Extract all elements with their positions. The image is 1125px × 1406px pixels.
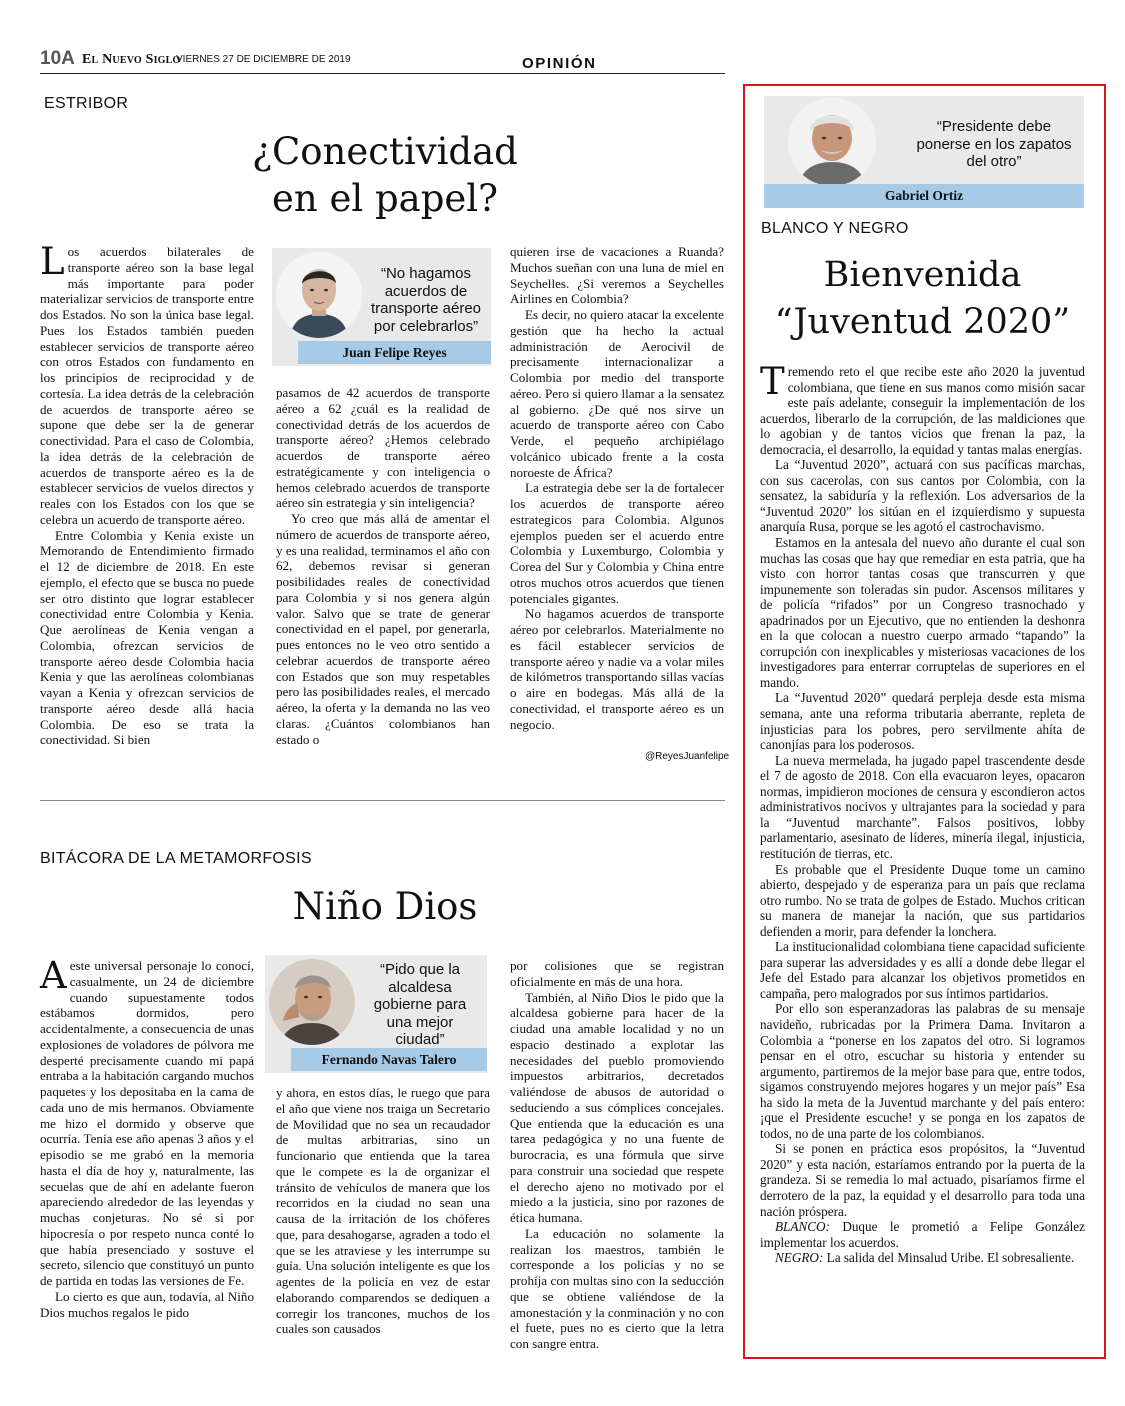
dropcap: L (40, 240, 65, 283)
section-title: OPINIÓN (522, 55, 597, 72)
article2-pull-quote: “Pido que la alcaldesa gobierne para una mejor ciudad” (373, 961, 467, 1049)
article3-column (760, 360, 1085, 1266)
paragraph: Lo cierto es que aun, todavía, al Niño Dios muchos regalos le pido (40, 1288, 254, 1320)
paragraph: La estrategia debe ser la de fortalecer los acuerdos de transporte aéreo estrategicos para Colombia. Algunos ejemplos pueden ser el acuerdo entre Colombia y Luxemburgo, Colombia y Corea del Sur y Colombia y China entre otros muchos otros acuerdos que tienen potenciales gigantes. (510, 480, 724, 606)
author-photo (269, 959, 355, 1045)
paragraph: pasamos de 42 acuerdos de transporte aéreo a 62 ¿cuál es la realidad de conectividad detrás de los acuerdos de transporte aéreo? ¿Hemos celebrado acuerdos de transporte aéreo estratégicamente y con inteligencia o hemos celebrado acuerdos de transporte aéreo sin estrategia y sin inteligencia? (276, 385, 490, 511)
paragraph: Tremendo reto el que recibe este año 2020 la juventud colombiana, que tiene en sus manos como misión sacar este país adelante, conseguir la implementación de los acuerdos, liberarlo de la corrupción, de las maldiciones que lo agobian y de tantos vicios que frenan la paz, la democracia, el desarrollo, la equidad y tantas malas energías. (760, 360, 1085, 457)
article2-headline: Niño Dios (292, 885, 478, 928)
dropcap: T (760, 360, 785, 403)
article3-headline (750, 252, 1095, 346)
article3-kicker: BLANCO Y NEGRO (761, 220, 909, 237)
paragraph: Si se ponen en práctica esos propósitos, la “Juventud 2020” y esta nación, estaríamos entrando por la puerta de la grandeza. Si se remedia lo mal actuado, pisaríamos firme el derrotero de la paz, la equidad y el desarrollo para toda una nación próspera. (760, 1141, 1085, 1219)
article2-author: Fernando Navas Talero (291, 1048, 487, 1071)
paragraph: La “Juventud 2020”, actuará con sus pacíficas marchas, con sus cacerolas, con sus cantos por Colombia, con la sensatez, la sabiduría y la reflexión. Los adversarios de la “Juventud 2020” los sitúan en el izquierdismo y supuesta anarquía Rusa, porque se les agotó el castrochavismo. (760, 457, 1085, 535)
paragraph: Es decir, no quiero atacar la excelente gestión que ha hecho la actual administración de Aerocivil de precisamente internacionalizar a Colombia por medio del transporte aéreo. Pero si quiero llamar a la sensatez al gobierno. ¿De qué nos sirve un acuerdo de transporte aéreo con Cabo Verde, el pequeño archipiélago volcánico ubicado frente a la costa noroeste de África? (510, 307, 724, 480)
negro-note: NEGRO: La salida del Minsalud Uribe. El sobresaliente. (775, 1250, 1075, 1266)
article1-column-3 (510, 244, 724, 732)
article1-headline-line1: ¿Conectividad (252, 130, 518, 173)
article3-pull-quote: “Presidente debe ponerse en los zapatos del otro” (916, 118, 1072, 171)
article1-headline-line2: en el papel? (272, 177, 498, 221)
paragraph: Por ello son esperanzadoras las palabras de su mensaje navideño, rubricadas por la Primera Dama. Invitaron a Colombia a “ponerse en los zapatos del otro. Si logramos pensar en el otro, escuchar su historia y entender su argumento, partiremos de la mejor base para que, entre todos, sigamos construyendo mejores hogares y un mejor país” Esa ha sido la meta de la Juventud marchante y del país entero: ¡que el Presidente escuche! y se ponga en los zapatos de todos, no de una parte de los colombianos. (760, 1001, 1085, 1141)
article1-pull-quote: “No hagamos acuerdos de transporte aéreo por celebrarlos” (370, 265, 482, 335)
paragraph: Entre Colombia y Kenia existe un Memorando de Entendimiento firmado el 12 de diciembre de 2018. En este ejemplo, el efecto que se busca no puede ser otro distinto que lograr establecer conectividad entre Colombia y Kenia. Que aerolíneas de Kenia vengan a Colombia, ofrezcan servicios de transporte aéreo desde Colombia hacia Kenia y que las aerolíneas colombianas vayan a Kenia y ofrezcan servicios de transporte aéreo desde allá hacia Colombia. De eso se trata la conectividad. Si bien (40, 527, 254, 748)
article1-quote-box (272, 248, 491, 366)
header-rule (40, 73, 725, 74)
paragraph: No hagamos acuerdos de transporte aéreo por celebrarlos. Materialmente no es fácil establecer servicios de transporte aéreo y nadie va a volar miles de kilómetros transportando sillas vacías o aire en bodegas. Más allá de la conectividad, el transporte aéreo es un negocio. (510, 606, 724, 732)
author-photo (788, 98, 876, 186)
issue-date: VIERNES 27 DE DICIEMBRE DE 2019 (176, 54, 351, 65)
article1-headline (190, 128, 580, 223)
paragraph: La educación no solamente la realizan los maestros, también le corresponde a los policías y no se prohíja con multas sino con la seducción que se obtiene valiéndose de la amonestación y la conminación y no con el fuete, pues no es cierto que la letra con sangre entra. (510, 1225, 724, 1351)
article1-column-2 (276, 385, 490, 747)
paragraph: La “Juventud 2020” quedará perpleja desde esta misma semana, ante una reforma tributaria aberrante, repleta de injusticias para los pobres, pero servilmente ahíta de canonjías para los poderosos. (760, 690, 1085, 753)
dropcap: A (40, 954, 67, 997)
paragraph: Yo creo que más allá de amentar el número de acuerdos de transporte aéreo, y es una realidad, terminamos el año con 62, debemos revisar si generan posibilidades reales de conectividad para Colombia y si nos genera algún valor. Salvo que se trate de generar conectividad en el papel, por generarla, pues entonces no le veo otro sentido a celebrar acuerdos de transporte aéreo con Estados que son muy respetables pero las posibilidades reales, el mercado aéreo, la oferta y la demanda no las veo claras. ¿Cuántos colombianos han estado o (276, 511, 490, 747)
article3-author: Gabriel Ortiz (764, 184, 1084, 208)
article1-column-1 (40, 240, 254, 748)
article-separator (40, 800, 725, 801)
article2-kicker: BITÁCORA DE LA METAMORFOSIS (40, 850, 312, 867)
article2-column-2 (276, 1085, 490, 1337)
newspaper-name: El Nuevo Siglo (82, 52, 181, 67)
paragraph: quieren irse de vacaciones a Ruanda? Muchos sueñan con una luna de miel en Seychelles. ¿Si veremos a Seychelles Airlines en Colombia? (510, 244, 724, 307)
author-handle: @ReyesJuanfelipe (645, 751, 730, 762)
paragraph: La institucionalidad colombiana tiene capacidad suficiente para superar las adversidades y es allí a donde debe llegar el Jefe del Estado para alcanzar los objetivos prometidos en campaña, pero malogrados por sus íntimos partidarios. (760, 939, 1085, 1001)
article2-quote-box (265, 955, 487, 1073)
author-photo (276, 252, 362, 338)
paragraph: Estamos en la antesala del nuevo año durante el cual son muchas las cosas que hay que remediar en esta patria, que ha visto con horror tantas cosas que transcurren y que impunemente son toleradas sin pudor. Ascensos militares y de policía “rifados” por un Congreso trasnochado y apadrinados por un Ejecutivo, que no entienden la deshonra en la que colocan a nuestro cuerpo armado “tapando” la corrupción con inexplicables y misteriosas vacaciones de los investigadores para enterrar corruptelas de superiores en el mando. (760, 535, 1085, 690)
paragraph: Los acuerdos bilaterales de transporte aéreo son la base legal más importante para poder materializar servicios de transporte entre dos Estados. No son la única base legal. Pues los Estados también pueden establecer servicios de transporte aéreo con otros Estados con fundamento en los principios de reciprocidad y de cortesía. La idea detrás de la celebración de acuerdos de transporte aéreo se supone que debe ser la de generar conectividad. Para el caso de Colombia, la idea detrás de la celebración de acuerdos de transporte aéreo es la de establecer servicios de vuelos directos y reales con los Estados con los que se celebra un acuerdo de transporte aéreo. (40, 240, 254, 527)
paragraph: Es probable que el Presidente Duque tome un camino abierto, despejado y de esperanza para un país que reclama otro rumbo. No se trata de golpes de Estado. Muchos critican su manera de manejar la nación, que sus partidarios defienden a morir, para defender la lonchera. (760, 861, 1085, 939)
article1-author: Juan Felipe Reyes (298, 341, 491, 364)
paragraph: La nueva mermelada, ha jugado papel trascendente desde el 7 de agosto de 2018. Con ella evacuaron leyes, opacaron normas, impidieron mociones de censura y escondieron actos administrativos nocivos y ultrajantes para la sociedad y para la “Juventud marchante”. Falsos positivos, lobby parlamentario, asesinato de líderes, minería ilegal, injusticia, restitución de tierras, etc. (760, 752, 1085, 861)
negro-label: NEGRO: (775, 1250, 824, 1266)
article3-headline-line1: Bienvenida (823, 255, 1022, 295)
article3-quote-box (764, 96, 1084, 208)
paragraph: También, al Niño Dios le pido que la alcaldesa gobierne para hacer de la ciudad una amable localidad y no un espacio destinado a explotar las necesidades del pueblo promoviendo impuestos arbitrarios, decretados valiéndose de abusos de autoridad o seduciendo a sus cómplices concejales. Que entienda que la educación es una tarea pedagógica y no una fuente de burocracia, es una fórmula que sirve para construir una sociedad que respete el derecho ajeno no motivado por el miedo a la justicia, sino por razones de ética humana. (510, 989, 724, 1225)
paragraph: y ahora, en estos días, le ruego que para el año que viene nos traiga un Secretario de Movilidad que no sea un recaudador de multas arbitrarias, sino un funcionario que entienda que la tarea que le compete es la de organizar el tránsito de vehículos de manera que los recorridos en la ciudad no sean una causa de la irritación de los chóferes que, para desahogarse, agraden a todo el que se les atraviese y les interrumpe su guía. Una solución inteligente es que los agentes de la policía en vez de estar elaborando comparendos se dediquen a corregir los trancones, muchos de los cuales son causados (276, 1085, 490, 1337)
page-number: 10A (40, 48, 75, 69)
article1-kicker: ESTRIBOR (44, 95, 129, 112)
blanco-label: BLANCO: (775, 1219, 830, 1235)
article2-column-1 (40, 954, 254, 1320)
article3-headline-line2: “Juventud 2020” (774, 302, 1071, 342)
paragraph: por colisiones que se registran oficialmente en más de una hora. (510, 958, 724, 989)
paragraph: Aeste universal personaje lo conocí, casualmente, un 24 de diciembre cuando supuestamente todos estábamos dormidos, pero accidentalmente, a consecuencia de unas explosiones de voladores de pólvora me desperté precisamente cuando mi papá entraba a la habitación cargando muchos paquetes y los depositaba en la cama de cada uno de mis hermanos. Obviamente me hizo el dormido y observe que ocurría. Tenía ese año apenas 3 años y el episodio se me grabó en la memoria hasta el día de hoy y, naturalmente, las secuelas que de ahí en adelante fueron apareciendo alrededor de las leyendas y muchas conjeturas. No sé si por hipocresía o por respeto nunca conté lo que había presenciado y sostuve el secreto, silencio que constituyó un punto de partida en todas las versiones de Fe. (40, 954, 254, 1288)
article2-column-3 (510, 958, 724, 1352)
blanco-note: BLANCO: Duque le prometió a Felipe González implementar los acuerdos. (760, 1219, 1085, 1250)
